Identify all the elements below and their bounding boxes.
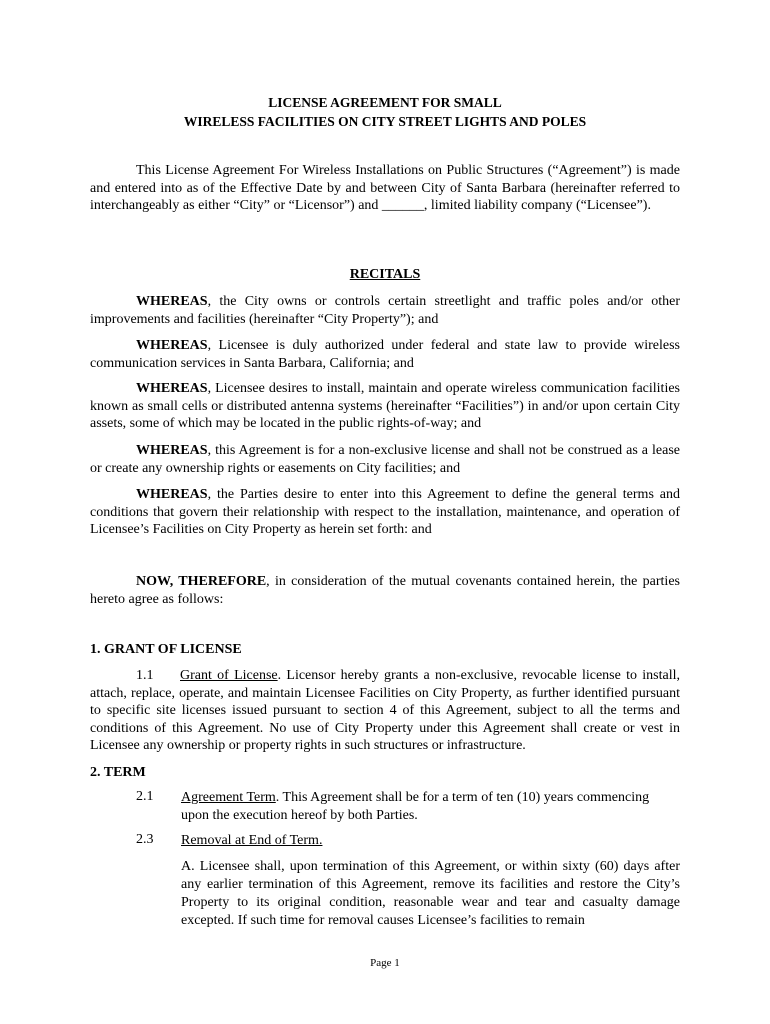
section-2-3-a-paragraph: A. Licensee shall, upon termination of this Agreement, or within sixty (60) days after any earlier termination of this Agreement, remove its facilities and restore the City’s Property to its original condition, reasonable wear and tear and casualty damage excepted. If such time for removal causes Licensee’s facilities to remain	[181, 859, 680, 928]
title-line-1: LICENSE AGREEMENT FOR SMALL	[268, 95, 502, 110]
whereas-label: WHEREAS	[136, 443, 208, 458]
whereas-2	[90, 337, 680, 372]
whereas-3	[90, 380, 680, 433]
whereas-text: , this Agreement is for a non-exclusive license and shall not be construed as a lease or create any ownership rights or easements on City facilities; and	[90, 443, 680, 476]
whereas-label: WHEREAS	[136, 487, 208, 502]
section-1-1-number: 1.1	[136, 668, 154, 683]
section-2-1-text: . This Agreement shall be for a term of ten (10) years commencing upon the execution hereof by both Parties.	[181, 790, 650, 823]
section-2-1-number: 2.1	[136, 789, 154, 804]
whereas-text: , the Parties desire to enter into this Agreement to define the general terms and conditions that govern their relationship with respect to the installation, maintenance, and operation of Licensee’s Facilities on City Property as herein set forth: and	[90, 487, 680, 538]
intro-paragraph: This License Agreement For Wireless Installations on Public Structures (“Agreement”) is made and entered into as of the Effective Date by and between City of Santa Barbara (hereinafter referred to interchangeably as either “City” or “Licensor”) and ______, limited liability company (“Licensee”).	[90, 163, 680, 214]
section-1-1-paragraph	[90, 667, 680, 755]
title-line-2: WIRELESS FACILITIES ON CITY STREET LIGHTS AND POLES	[183, 114, 587, 129]
section-2-heading: 2. TERM	[90, 765, 146, 780]
section-1-heading: 1. GRANT OF LICENSE	[90, 642, 242, 657]
section-1-1-text: . Licensor hereby grants a non-exclusive, revocable license to install, attach, replace, operate, and maintain Licensee Facilities on City Property, as further identified pursuant to specific site licenses issued pursuant to section 4 of this Agreement, subject to all the terms and conditions of this Agreement. No use of City Property under this Agreement shall create or vest in Licensee any ownership or property rights in such structures or infrastructure.	[90, 668, 680, 754]
whereas-4	[90, 442, 680, 477]
whereas-label: WHEREAS	[136, 338, 208, 353]
section-2-3-title: Removal at End of Term.	[181, 833, 323, 848]
whereas-1	[90, 293, 680, 328]
whereas-text: , Licensee desires to install, maintain and operate wireless communication facilities known as small cells or distributed antenna systems (hereinafter “Facilities”) in and/or upon certain City assets, some of which may be located in the public rights-of-way; and	[90, 381, 680, 432]
whereas-label: WHEREAS	[136, 294, 208, 309]
whereas-text: , Licensee is duly authorized under federal and state law to provide wireless communication services in Santa Barbara, California; and	[90, 338, 680, 371]
whereas-text: , the City owns or controls certain streetlight and traffic poles and/or other improvements and facilities (hereinafter “City Property”); and	[90, 294, 680, 327]
section-2-1-title: Agreement Term	[181, 790, 276, 805]
now-therefore-paragraph	[90, 573, 680, 608]
recitals-heading: RECITALS	[349, 267, 421, 282]
now-therefore-text: , in consideration of the mutual covenants contained herein, the parties hereto agree as follows:	[90, 574, 680, 607]
page-number: Page 1	[370, 957, 400, 969]
whereas-5	[90, 486, 680, 539]
section-1-1-title: Grant of License	[180, 668, 278, 683]
whereas-label: WHEREAS	[136, 381, 208, 396]
section-2-3-number: 2.3	[136, 832, 154, 847]
now-therefore-label: NOW, THEREFORE	[136, 574, 267, 589]
section-2-1-paragraph	[181, 789, 680, 825]
section-2-3-title-line	[181, 832, 680, 850]
